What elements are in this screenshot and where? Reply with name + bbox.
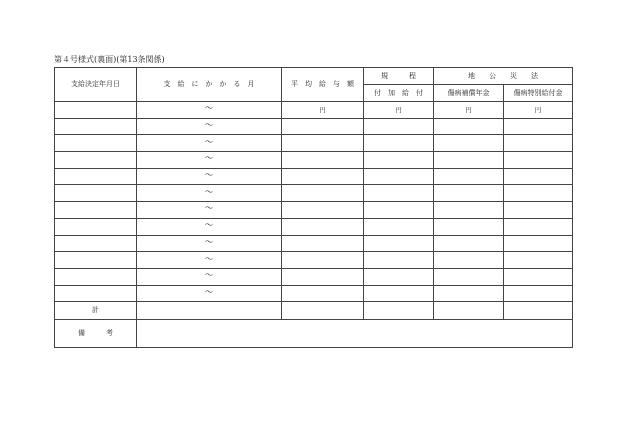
header-avg-salary: 平 均 給 与 額 <box>282 68 364 102</box>
injury-special-cell[interactable] <box>504 152 573 169</box>
injury-special-cell[interactable] <box>504 285 573 302</box>
injury-special-cell[interactable] <box>504 118 573 135</box>
injury-special-cell[interactable] <box>504 235 573 252</box>
supplementary-cell[interactable] <box>364 135 434 152</box>
supplementary-cell[interactable] <box>364 268 434 285</box>
injury-pension-cell[interactable] <box>434 118 504 135</box>
injury-pension-cell[interactable] <box>434 218 504 235</box>
total-label: 計 <box>55 302 137 320</box>
injury-pension-cell[interactable] <box>434 135 504 152</box>
data-row <box>55 218 573 235</box>
decision-date-cell[interactable] <box>55 102 137 119</box>
payment-month-cell[interactable]: ～ <box>137 118 282 135</box>
header-regulation: 規 程 <box>364 68 434 85</box>
data-row <box>55 252 573 269</box>
supplementary-cell[interactable] <box>364 235 434 252</box>
header-injury-pension: 傷病補償年金 <box>434 85 504 102</box>
supplementary-cell[interactable] <box>364 185 434 202</box>
header-payment-month: 支 給 に か か る 月 <box>137 68 282 102</box>
avg-salary-cell[interactable] <box>282 202 364 219</box>
injury-pension-cell[interactable]: 円 <box>434 102 504 119</box>
injury-special-cell[interactable] <box>504 168 573 185</box>
supplementary-cell[interactable]: 円 <box>364 102 434 119</box>
total-avg-salary-cell[interactable] <box>282 302 364 320</box>
avg-salary-cell[interactable] <box>282 218 364 235</box>
payment-month-cell[interactable]: ～ <box>137 268 282 285</box>
supplementary-cell[interactable] <box>364 152 434 169</box>
injury-special-cell[interactable] <box>504 185 573 202</box>
data-row <box>55 268 573 285</box>
decision-date-cell[interactable] <box>55 185 137 202</box>
header-row-1 <box>55 68 573 85</box>
remarks-row <box>55 320 573 348</box>
avg-salary-cell[interactable]: 円 <box>282 102 364 119</box>
decision-date-cell[interactable] <box>55 168 137 185</box>
decision-date-cell[interactable] <box>55 252 137 269</box>
injury-special-cell[interactable] <box>504 218 573 235</box>
injury-special-cell[interactable]: 円 <box>504 102 573 119</box>
total-supplementary-cell[interactable] <box>364 302 434 320</box>
payment-month-cell[interactable]: ～ <box>137 152 282 169</box>
injury-pension-cell[interactable] <box>434 285 504 302</box>
payment-record-table <box>54 67 573 348</box>
injury-special-cell[interactable] <box>504 268 573 285</box>
data-row <box>55 202 573 219</box>
supplementary-cell[interactable] <box>364 202 434 219</box>
decision-date-cell[interactable] <box>55 202 137 219</box>
injury-pension-cell[interactable] <box>434 168 504 185</box>
avg-salary-cell[interactable] <box>282 268 364 285</box>
avg-salary-cell[interactable] <box>282 152 364 169</box>
payment-month-cell[interactable]: ～ <box>137 285 282 302</box>
data-row <box>55 235 573 252</box>
injury-pension-cell[interactable] <box>434 185 504 202</box>
form-title: 第４号様式(裏面)(第13条関係) <box>54 55 165 64</box>
supplementary-cell[interactable] <box>364 252 434 269</box>
avg-salary-cell[interactable] <box>282 168 364 185</box>
decision-date-cell[interactable] <box>55 268 137 285</box>
injury-pension-cell[interactable] <box>434 268 504 285</box>
avg-salary-cell[interactable] <box>282 118 364 135</box>
supplementary-cell[interactable] <box>364 218 434 235</box>
payment-month-cell[interactable]: ～ <box>137 218 282 235</box>
injury-special-cell[interactable] <box>504 202 573 219</box>
payment-month-cell[interactable]: ～ <box>137 168 282 185</box>
header-local-disaster-law: 地 公 災 法 <box>434 68 573 85</box>
total-injury-special-cell[interactable] <box>504 302 573 320</box>
payment-month-cell[interactable]: ～ <box>137 252 282 269</box>
injury-pension-cell[interactable] <box>434 202 504 219</box>
total-row <box>55 302 573 320</box>
payment-month-cell[interactable]: ～ <box>137 185 282 202</box>
payment-month-cell[interactable]: ～ <box>137 235 282 252</box>
avg-salary-cell[interactable] <box>282 285 364 302</box>
header-injury-special-benefit: 傷病特別給付金 <box>504 85 573 102</box>
injury-pension-cell[interactable] <box>434 252 504 269</box>
supplementary-cell[interactable] <box>364 168 434 185</box>
data-row <box>55 102 573 119</box>
data-row <box>55 118 573 135</box>
injury-special-cell[interactable] <box>504 252 573 269</box>
header-decision-date: 支給決定年月日 <box>55 68 137 102</box>
injury-pension-cell[interactable] <box>434 235 504 252</box>
avg-salary-cell[interactable] <box>282 135 364 152</box>
supplementary-cell[interactable] <box>364 285 434 302</box>
data-row <box>55 135 573 152</box>
avg-salary-cell[interactable] <box>282 252 364 269</box>
avg-salary-cell[interactable] <box>282 235 364 252</box>
remarks-label: 備 考 <box>55 320 137 348</box>
total-payment-month-cell[interactable] <box>137 302 282 320</box>
header-supplementary-benefit: 付 加 給 付 <box>364 85 434 102</box>
supplementary-cell[interactable] <box>364 118 434 135</box>
data-row <box>55 168 573 185</box>
data-row <box>55 185 573 202</box>
decision-date-cell[interactable] <box>55 218 137 235</box>
decision-date-cell[interactable] <box>55 118 137 135</box>
decision-date-cell[interactable] <box>55 152 137 169</box>
payment-month-cell[interactable]: ～ <box>137 202 282 219</box>
decision-date-cell[interactable] <box>55 235 137 252</box>
payment-month-cell[interactable]: ～ <box>137 102 282 119</box>
avg-salary-cell[interactable] <box>282 185 364 202</box>
remarks-field[interactable] <box>137 320 573 348</box>
injury-pension-cell[interactable] <box>434 152 504 169</box>
data-row <box>55 152 573 169</box>
total-injury-pension-cell[interactable] <box>434 302 504 320</box>
decision-date-cell[interactable] <box>55 285 137 302</box>
payment-month-cell[interactable]: ～ <box>137 135 282 152</box>
injury-special-cell[interactable] <box>504 135 573 152</box>
decision-date-cell[interactable] <box>55 135 137 152</box>
data-row <box>55 285 573 302</box>
